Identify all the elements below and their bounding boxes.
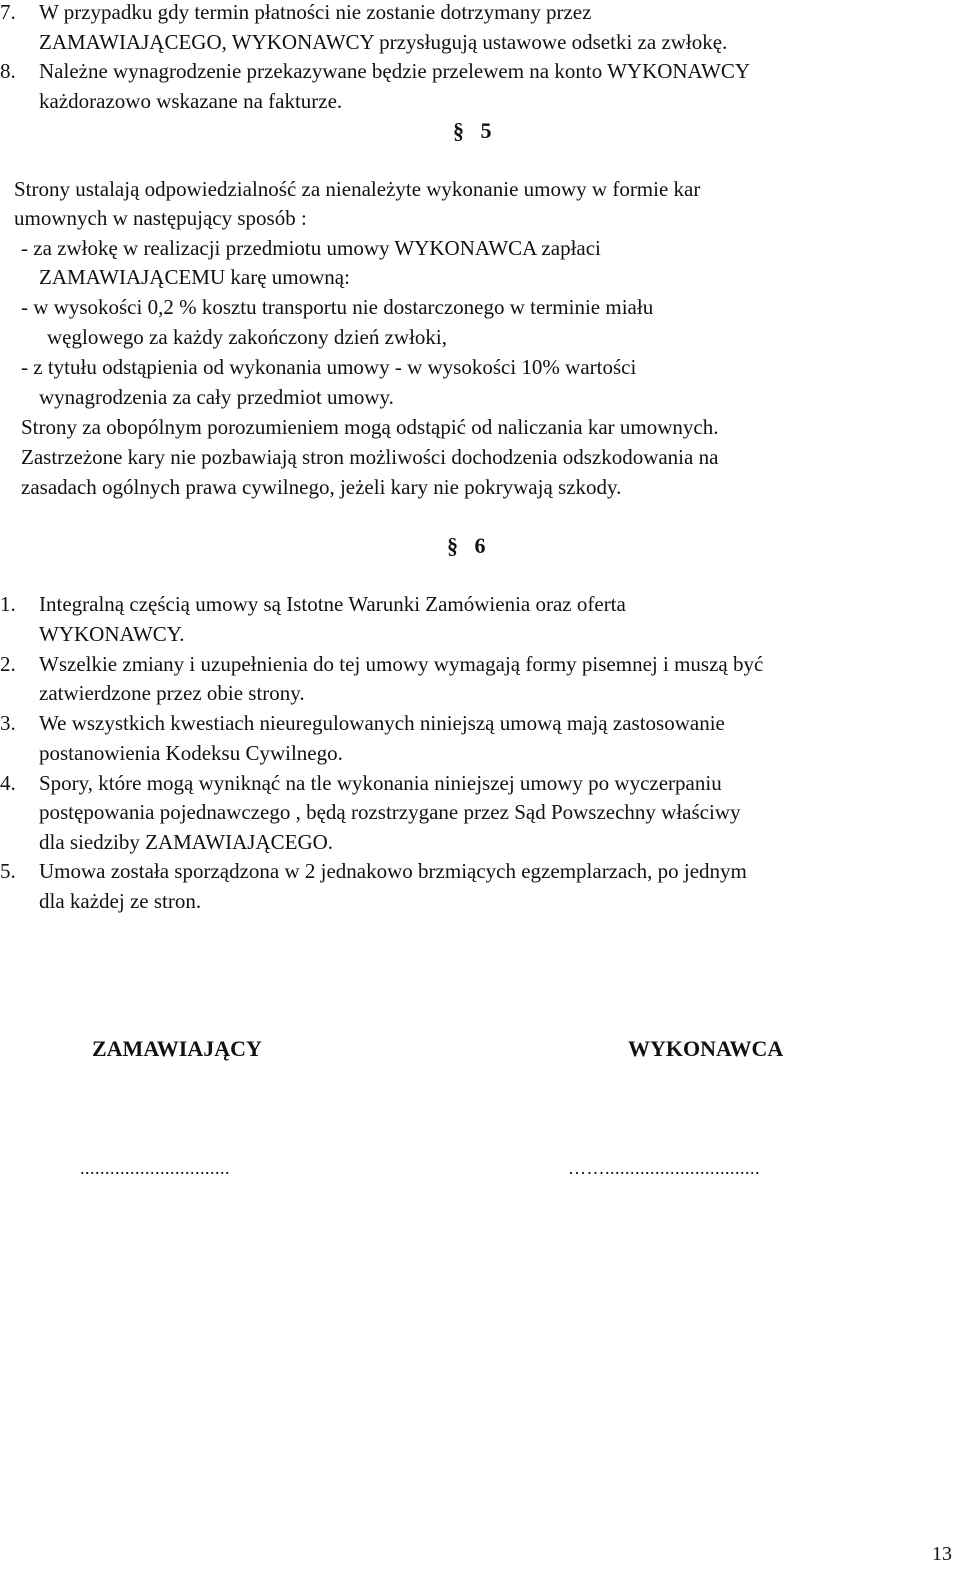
section-5-line: Zastrzeżone kary nie pozbawiają stron możliwości dochodzenia odszkodowania na (21, 445, 719, 469)
section-6-item-5-cont: dla każdej ze stron. (39, 889, 202, 913)
section-5-line: - za zwłokę w realizacji przedmiotu umowy WYKONAWCA zapłaci (21, 236, 601, 260)
section-6-item-1: 1. Integralną częścią umowy są Istotne Warunki Zamówienia oraz oferta (0, 592, 626, 616)
list-item-7-line-2: ZAMAWIAJĄCEGO, WYKONAWCY przysługują ustawowe odsetki za zwłokę. (39, 30, 728, 54)
section-6-item-2: 2. Wszelkie zmiany i uzupełnienia do tej umowy wymagają formy pisemnej i muszą być (0, 652, 764, 676)
section-symbol-icon: § (453, 118, 464, 143)
section-5-line: ZAMAWIAJĄCEMU karę umowną: (39, 265, 350, 289)
signature-line-right: ……............................... (568, 1158, 760, 1178)
section-6-item-4: 4. Spory, które mogą wyniknąć na tle wykonania niniejszej umowy po wyczerpaniu (0, 771, 722, 795)
section-6-heading: § 6 (447, 533, 486, 558)
signature-label-right: WYKONAWCA (628, 1036, 784, 1061)
section-6-item-2-cont: zatwierdzone przez obie strony. (39, 681, 305, 705)
section-5-line: - w wysokości 0,2 % kosztu transportu nie dostarczonego w terminie miału (21, 295, 654, 319)
section-6-item-3: 3. We wszystkich kwestiach nieuregulowanych niniejszą umową mają zastosowanie (0, 711, 725, 735)
list-item-8-line-1: 8. Należne wynagrodzenie przekazywane będzie przelewem na konto WYKONAWCY (0, 59, 751, 83)
section-5-line: Strony ustalają odpowiedzialność za nienależyte wykonanie umowy w formie kar (14, 177, 701, 201)
section-5-line: wynagrodzenia za cały przedmiot umowy. (39, 385, 394, 409)
section-6-item-4-cont: postępowania pojednawczego , będą rozstrzygane przez Sąd Powszechny właściwy (39, 800, 741, 824)
page-number: 13 (932, 1543, 952, 1565)
section-6-item-4-cont: dla siedziby ZAMAWIAJĄCEGO. (39, 830, 334, 854)
section-5-heading: § 5 (453, 118, 492, 143)
section-5-line: zasadach ogólnych prawa cywilnego, jeżeli kary nie pokrywają szkody. (21, 475, 622, 499)
signature-label-left: ZAMAWIAJĄCY (92, 1036, 262, 1061)
section-6-item-3-cont: postanowienia Kodeksu Cywilnego. (39, 741, 343, 765)
list-item-7-line-1: 7. W przypadku gdy termin płatności nie zostanie dotrzymany przez (0, 0, 592, 24)
section-5-line: Strony za obopólnym porozumieniem mogą odstąpić od naliczania kar umownych. (21, 415, 719, 439)
signature-line-left: .............................. (80, 1158, 230, 1178)
list-item-8-line-2: każdorazowo wskazane na fakturze. (39, 89, 343, 113)
section-6-item-5: 5. Umowa została sporządzona w 2 jednakowo brzmiących egzemplarzach, po jednym (0, 859, 747, 883)
section-6-item-1-cont: WYKONAWCY. (39, 622, 185, 646)
section-5-line: umownych w następujący sposób : (14, 206, 307, 230)
section-5-line: - z tytułu odstąpienia od wykonania umowy - w wysokości 10% wartości (21, 355, 637, 379)
section-5-line: węglowego za każdy zakończony dzień zwłoki, (47, 325, 448, 349)
section-symbol-icon: § (447, 533, 458, 558)
